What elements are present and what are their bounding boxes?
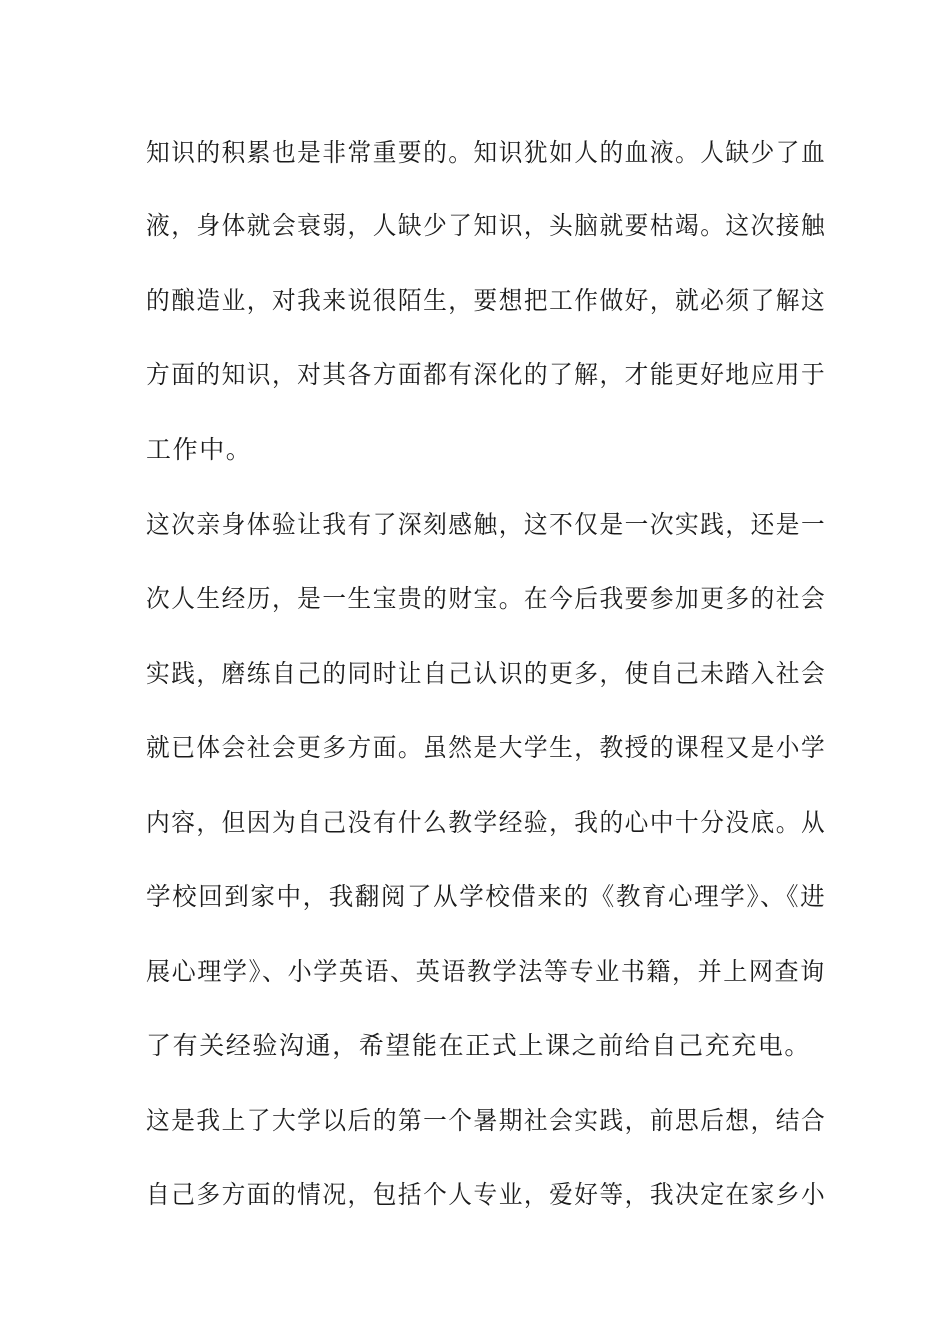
- text-line: 液，身体就会衰弱，人缺少了知识，头脑就要枯竭。这次接触: [146, 211, 827, 240]
- text-line: 展心理学》、小学英语、英语教学法等专业书籍，并上网查询: [146, 957, 826, 986]
- text-line: 知识的积累也是非常重要的。知识犹如人的血液。人缺少了血: [146, 138, 827, 167]
- text-line: 的酿造业，对我来说很陌生，要想把工作做好，就必须了解这: [146, 286, 827, 315]
- text-line: 方面的知识，对其各方面都有深化的了解，才能更好地应用于: [146, 360, 827, 389]
- text-line: 这次亲身体验让我有了深刻感触，这不仅是一次实践，还是一: [146, 510, 827, 539]
- text-line: 了有关经验沟通，希望能在正式上课之前给自己充充电。: [146, 1031, 812, 1060]
- text-line: 这是我上了大学以后的第一个暑期社会实践，前思后想，结合: [146, 1106, 827, 1135]
- text-line: 学校回到家中，我翻阅了从学校借来的《教育心理学》、《进: [146, 882, 827, 911]
- text-line: 工作中。: [146, 435, 253, 464]
- text-line: 内容，但因为自己没有什么教学经验，我的心中十分没底。从: [146, 808, 827, 837]
- text-line: 次人生经历，是一生宝贵的财宝。在今后我要参加更多的社会: [146, 584, 827, 613]
- text-line: 自己多方面的情况，包括个人专业，爱好等，我决定在家乡小: [146, 1180, 827, 1209]
- text-line: 实践，磨练自己的同时让自己认识的更多，使自己未踏入社会: [146, 659, 827, 688]
- text-line: 就已体会社会更多方面。虽然是大学生，教授的课程又是小学: [146, 733, 827, 762]
